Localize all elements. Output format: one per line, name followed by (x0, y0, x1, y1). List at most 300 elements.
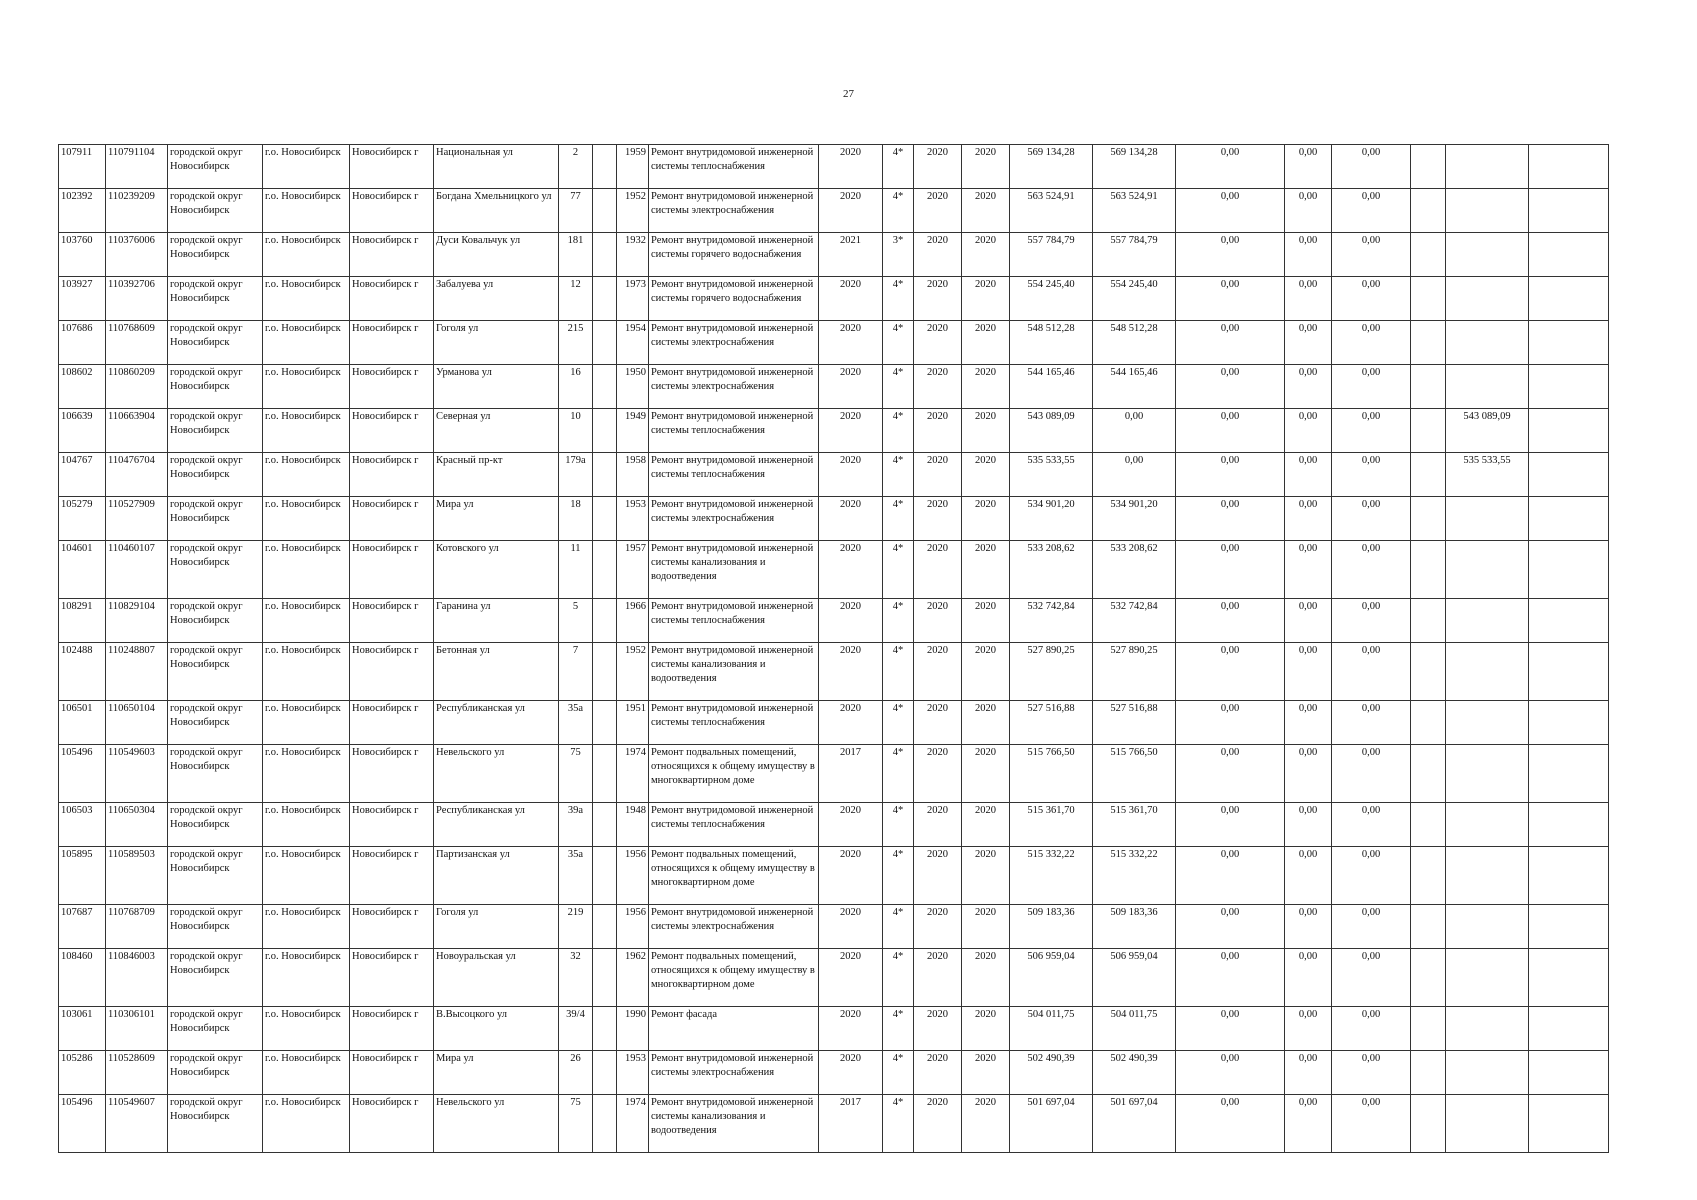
cell-priority: 3* (883, 233, 914, 277)
cell-other-funds (1446, 365, 1529, 409)
cell-notes (1529, 905, 1609, 949)
cell-federal-funds: 0,00 (1176, 643, 1285, 701)
table-row (59, 365, 1609, 409)
cell-municipality: городской округ Новосибирск (168, 497, 263, 541)
page-number: 27 (843, 88, 854, 100)
cell-work-type: Ремонт внутридомовой инженерной системы теплоснабжения (649, 145, 819, 189)
cell-owner-funds (1411, 1007, 1446, 1051)
cell-municipality: городской округ Новосибирск (168, 1051, 263, 1095)
cell-total-cost: 515 766,50 (1010, 745, 1093, 803)
table-row (59, 599, 1609, 643)
cell-municipal-district: г.о. Новосибирск (263, 453, 350, 497)
cell-start-year: 2020 (914, 847, 962, 905)
cell-owner-funds (1411, 905, 1446, 949)
cell-total-cost: 563 524,91 (1010, 189, 1093, 233)
cell-total-cost: 515 361,70 (1010, 803, 1093, 847)
cell-end-year: 2020 (962, 599, 1010, 643)
cell-street: Урманова ул (434, 365, 559, 409)
cell-end-year: 2020 (962, 803, 1010, 847)
cell-municipality: городской округ Новосибирск (168, 233, 263, 277)
cell-notes (1529, 365, 1609, 409)
cell-owner-funds (1411, 277, 1446, 321)
table-row (59, 453, 1609, 497)
cell-owner-funds (1411, 409, 1446, 453)
cell-owner-funds (1411, 949, 1446, 1007)
cell-municipal-district: г.о. Новосибирск (263, 1007, 350, 1051)
table-row (59, 643, 1609, 701)
cell-house-number: 16 (559, 365, 593, 409)
cell-building (593, 321, 617, 365)
cell-record-id: 105496 (59, 745, 106, 803)
cell-notes (1529, 1051, 1609, 1095)
cell-federal-funds: 0,00 (1176, 497, 1285, 541)
cell-regional-fund: 548 512,28 (1093, 321, 1176, 365)
cell-other-funds (1446, 145, 1529, 189)
cell-planned-year: 2020 (819, 701, 883, 745)
cell-planned-year: 2020 (819, 643, 883, 701)
cell-building (593, 949, 617, 1007)
cell-total-cost: 502 490,39 (1010, 1051, 1093, 1095)
cell-local-budget: 0,00 (1332, 277, 1411, 321)
cell-construction-year: 1962 (617, 949, 649, 1007)
cell-building (593, 189, 617, 233)
cell-regional-fund: 554 245,40 (1093, 277, 1176, 321)
cell-federal-funds: 0,00 (1176, 599, 1285, 643)
cell-construction-year: 1952 (617, 189, 649, 233)
cell-house-code: 110650304 (106, 803, 168, 847)
cell-street: Партизанская ул (434, 847, 559, 905)
cell-record-id: 105279 (59, 497, 106, 541)
table-row (59, 145, 1609, 189)
cell-regional-budget: 0,00 (1285, 745, 1332, 803)
cell-planned-year: 2020 (819, 365, 883, 409)
cell-house-number: 11 (559, 541, 593, 599)
cell-priority: 4* (883, 643, 914, 701)
cell-regional-fund: 515 332,22 (1093, 847, 1176, 905)
cell-owner-funds (1411, 365, 1446, 409)
cell-record-id: 103927 (59, 277, 106, 321)
cell-building (593, 497, 617, 541)
cell-notes (1529, 497, 1609, 541)
cell-regional-budget: 0,00 (1285, 701, 1332, 745)
cell-construction-year: 1956 (617, 847, 649, 905)
cell-priority: 4* (883, 847, 914, 905)
cell-house-number: 39а (559, 803, 593, 847)
cell-federal-funds: 0,00 (1176, 277, 1285, 321)
cell-total-cost: 501 697,04 (1010, 1095, 1093, 1153)
cell-federal-funds: 0,00 (1176, 1007, 1285, 1051)
cell-building (593, 745, 617, 803)
cell-municipal-district: г.о. Новосибирск (263, 233, 350, 277)
cell-federal-funds: 0,00 (1176, 1051, 1285, 1095)
cell-planned-year: 2020 (819, 1051, 883, 1095)
cell-start-year: 2020 (914, 277, 962, 321)
cell-house-number: 179а (559, 453, 593, 497)
cell-other-funds (1446, 541, 1529, 599)
cell-regional-fund: 533 208,62 (1093, 541, 1176, 599)
cell-local-budget: 0,00 (1332, 949, 1411, 1007)
cell-settlement: Новосибирск г (350, 599, 434, 643)
cell-construction-year: 1932 (617, 233, 649, 277)
cell-construction-year: 1990 (617, 1007, 649, 1051)
cell-start-year: 2020 (914, 599, 962, 643)
cell-other-funds (1446, 1095, 1529, 1153)
cell-owner-funds (1411, 497, 1446, 541)
cell-start-year: 2020 (914, 541, 962, 599)
cell-other-funds (1446, 497, 1529, 541)
cell-priority: 4* (883, 145, 914, 189)
cell-notes (1529, 803, 1609, 847)
cell-priority: 4* (883, 803, 914, 847)
table-row (59, 497, 1609, 541)
cell-record-id: 106503 (59, 803, 106, 847)
cell-municipal-district: г.о. Новосибирск (263, 321, 350, 365)
cell-planned-year: 2020 (819, 277, 883, 321)
cell-municipality: городской округ Новосибирск (168, 701, 263, 745)
cell-record-id: 107686 (59, 321, 106, 365)
cell-work-type: Ремонт внутридомовой инженерной системы электроснабжения (649, 905, 819, 949)
cell-local-budget: 0,00 (1332, 189, 1411, 233)
cell-regional-budget: 0,00 (1285, 497, 1332, 541)
cell-start-year: 2020 (914, 409, 962, 453)
cell-work-type: Ремонт внутридомовой инженерной системы электроснабжения (649, 189, 819, 233)
table-row (59, 949, 1609, 1007)
cell-federal-funds: 0,00 (1176, 145, 1285, 189)
cell-house-code: 110306101 (106, 1007, 168, 1051)
cell-federal-funds: 0,00 (1176, 453, 1285, 497)
cell-municipal-district: г.о. Новосибирск (263, 1051, 350, 1095)
cell-other-funds: 543 089,09 (1446, 409, 1529, 453)
cell-municipal-district: г.о. Новосибирск (263, 497, 350, 541)
cell-municipality: городской округ Новосибирск (168, 365, 263, 409)
cell-settlement: Новосибирск г (350, 541, 434, 599)
cell-priority: 4* (883, 1095, 914, 1153)
cell-priority: 4* (883, 599, 914, 643)
cell-municipality: городской округ Новосибирск (168, 1007, 263, 1051)
cell-work-type: Ремонт внутридомовой инженерной системы теплоснабжения (649, 803, 819, 847)
table-row (59, 321, 1609, 365)
cell-federal-funds: 0,00 (1176, 409, 1285, 453)
cell-federal-funds: 0,00 (1176, 949, 1285, 1007)
cell-regional-budget: 0,00 (1285, 277, 1332, 321)
cell-owner-funds (1411, 599, 1446, 643)
cell-construction-year: 1952 (617, 643, 649, 701)
cell-planned-year: 2020 (819, 949, 883, 1007)
cell-other-funds (1446, 949, 1529, 1007)
cell-start-year: 2020 (914, 1007, 962, 1051)
cell-total-cost: 532 742,84 (1010, 599, 1093, 643)
table-row (59, 409, 1609, 453)
cell-house-number: 181 (559, 233, 593, 277)
cell-owner-funds (1411, 321, 1446, 365)
cell-end-year: 2020 (962, 701, 1010, 745)
cell-local-budget: 0,00 (1332, 701, 1411, 745)
cell-settlement: Новосибирск г (350, 277, 434, 321)
cell-local-budget: 0,00 (1332, 409, 1411, 453)
cell-other-funds (1446, 599, 1529, 643)
cell-settlement: Новосибирск г (350, 1007, 434, 1051)
cell-municipality: городской округ Новосибирск (168, 847, 263, 905)
cell-building (593, 541, 617, 599)
cell-notes (1529, 1095, 1609, 1153)
cell-priority: 4* (883, 277, 914, 321)
cell-municipality: городской округ Новосибирск (168, 803, 263, 847)
cell-priority: 4* (883, 949, 914, 1007)
cell-house-number: 18 (559, 497, 593, 541)
cell-owner-funds (1411, 189, 1446, 233)
cell-settlement: Новосибирск г (350, 497, 434, 541)
cell-end-year: 2020 (962, 409, 1010, 453)
cell-owner-funds (1411, 803, 1446, 847)
cell-municipal-district: г.о. Новосибирск (263, 701, 350, 745)
cell-other-funds (1446, 1007, 1529, 1051)
cell-planned-year: 2020 (819, 1007, 883, 1051)
cell-construction-year: 1950 (617, 365, 649, 409)
cell-end-year: 2020 (962, 905, 1010, 949)
cell-construction-year: 1959 (617, 145, 649, 189)
cell-local-budget: 0,00 (1332, 643, 1411, 701)
cell-planned-year: 2020 (819, 905, 883, 949)
cell-start-year: 2020 (914, 643, 962, 701)
cell-house-code: 110860209 (106, 365, 168, 409)
cell-municipal-district: г.о. Новосибирск (263, 541, 350, 599)
cell-regional-budget: 0,00 (1285, 949, 1332, 1007)
cell-regional-budget: 0,00 (1285, 453, 1332, 497)
cell-end-year: 2020 (962, 1095, 1010, 1153)
cell-end-year: 2020 (962, 497, 1010, 541)
cell-owner-funds (1411, 847, 1446, 905)
cell-record-id: 103760 (59, 233, 106, 277)
cell-end-year: 2020 (962, 189, 1010, 233)
cell-municipality: городской округ Новосибирск (168, 905, 263, 949)
cell-house-number: 7 (559, 643, 593, 701)
table-row (59, 1051, 1609, 1095)
cell-priority: 4* (883, 497, 914, 541)
cell-settlement: Новосибирск г (350, 905, 434, 949)
cell-house-code: 110663904 (106, 409, 168, 453)
cell-total-cost: 504 011,75 (1010, 1007, 1093, 1051)
cell-federal-funds: 0,00 (1176, 365, 1285, 409)
cell-start-year: 2020 (914, 321, 962, 365)
cell-municipal-district: г.о. Новосибирск (263, 365, 350, 409)
cell-house-code: 110829104 (106, 599, 168, 643)
cell-work-type: Ремонт внутридомовой инженерной системы теплоснабжения (649, 701, 819, 745)
cell-owner-funds (1411, 145, 1446, 189)
cell-end-year: 2020 (962, 643, 1010, 701)
cell-building (593, 905, 617, 949)
cell-building (593, 599, 617, 643)
cell-federal-funds: 0,00 (1176, 1095, 1285, 1153)
cell-total-cost: 557 784,79 (1010, 233, 1093, 277)
cell-local-budget: 0,00 (1332, 1095, 1411, 1153)
cell-total-cost: 544 165,46 (1010, 365, 1093, 409)
cell-house-code: 110791104 (106, 145, 168, 189)
cell-construction-year: 1956 (617, 905, 649, 949)
cell-end-year: 2020 (962, 1051, 1010, 1095)
cell-house-code: 110239209 (106, 189, 168, 233)
cell-construction-year: 1974 (617, 1095, 649, 1153)
cell-house-code: 110460107 (106, 541, 168, 599)
cell-work-type: Ремонт внутридомовой инженерной системы электроснабжения (649, 497, 819, 541)
cell-record-id: 102488 (59, 643, 106, 701)
cell-priority: 4* (883, 745, 914, 803)
cell-work-type: Ремонт внутридомовой инженерной системы электроснабжения (649, 321, 819, 365)
cell-municipality: городской округ Новосибирск (168, 189, 263, 233)
cell-local-budget: 0,00 (1332, 847, 1411, 905)
cell-work-type: Ремонт внутридомовой инженерной системы горячего водоснабжения (649, 233, 819, 277)
cell-house-code: 110768709 (106, 905, 168, 949)
cell-street: Мира ул (434, 497, 559, 541)
cell-street: Красный пр-кт (434, 453, 559, 497)
cell-house-number: 39/4 (559, 1007, 593, 1051)
cell-other-funds (1446, 321, 1529, 365)
cell-settlement: Новосибирск г (350, 701, 434, 745)
cell-priority: 4* (883, 1051, 914, 1095)
cell-house-code: 110476704 (106, 453, 168, 497)
cell-regional-fund: 506 959,04 (1093, 949, 1176, 1007)
cell-local-budget: 0,00 (1332, 453, 1411, 497)
table-row (59, 189, 1609, 233)
cell-street: Невельского ул (434, 1095, 559, 1153)
cell-house-code: 110650104 (106, 701, 168, 745)
cell-house-number: 2 (559, 145, 593, 189)
cell-start-year: 2020 (914, 145, 962, 189)
cell-planned-year: 2020 (819, 847, 883, 905)
cell-start-year: 2020 (914, 949, 962, 1007)
cell-local-budget: 0,00 (1332, 1051, 1411, 1095)
cell-owner-funds (1411, 541, 1446, 599)
cell-building (593, 409, 617, 453)
cell-notes (1529, 233, 1609, 277)
cell-building (593, 1051, 617, 1095)
cell-work-type: Ремонт внутридомовой инженерной системы канализования и водоотведения (649, 643, 819, 701)
cell-regional-fund: 501 697,04 (1093, 1095, 1176, 1153)
cell-house-code: 110768609 (106, 321, 168, 365)
cell-settlement: Новосибирск г (350, 233, 434, 277)
cell-construction-year: 1957 (617, 541, 649, 599)
cell-federal-funds: 0,00 (1176, 847, 1285, 905)
cell-local-budget: 0,00 (1332, 497, 1411, 541)
cell-regional-fund: 0,00 (1093, 409, 1176, 453)
cell-settlement: Новосибирск г (350, 453, 434, 497)
cell-regional-budget: 0,00 (1285, 599, 1332, 643)
cell-regional-budget: 0,00 (1285, 1007, 1332, 1051)
cell-planned-year: 2020 (819, 599, 883, 643)
cell-notes (1529, 453, 1609, 497)
table-row (59, 541, 1609, 599)
cell-start-year: 2020 (914, 1051, 962, 1095)
table-row (59, 1095, 1609, 1153)
cell-start-year: 2020 (914, 1095, 962, 1153)
cell-street: Новоуральская ул (434, 949, 559, 1007)
cell-construction-year: 1974 (617, 745, 649, 803)
cell-end-year: 2020 (962, 277, 1010, 321)
cell-work-type: Ремонт внутридомовой инженерной системы теплоснабжения (649, 409, 819, 453)
table-row (59, 1007, 1609, 1051)
cell-municipal-district: г.о. Новосибирск (263, 643, 350, 701)
cell-start-year: 2020 (914, 803, 962, 847)
cell-total-cost: 548 512,28 (1010, 321, 1093, 365)
cell-federal-funds: 0,00 (1176, 803, 1285, 847)
cell-street: Гоголя ул (434, 905, 559, 949)
cell-settlement: Новосибирск г (350, 847, 434, 905)
cell-other-funds (1446, 233, 1529, 277)
cell-street: Забалуева ул (434, 277, 559, 321)
cell-total-cost: 515 332,22 (1010, 847, 1093, 905)
cell-priority: 4* (883, 453, 914, 497)
cell-total-cost: 509 183,36 (1010, 905, 1093, 949)
cell-municipal-district: г.о. Новосибирск (263, 949, 350, 1007)
cell-total-cost: 506 959,04 (1010, 949, 1093, 1007)
cell-record-id: 105286 (59, 1051, 106, 1095)
cell-notes (1529, 949, 1609, 1007)
cell-work-type: Ремонт внутридомовой инженерной системы горячего водоснабжения (649, 277, 819, 321)
cell-regional-fund: 532 742,84 (1093, 599, 1176, 643)
cell-notes (1529, 189, 1609, 233)
cell-building (593, 847, 617, 905)
cell-record-id: 105496 (59, 1095, 106, 1153)
cell-other-funds (1446, 905, 1529, 949)
table-row (59, 803, 1609, 847)
cell-house-number: 10 (559, 409, 593, 453)
cell-street: Республиканская ул (434, 803, 559, 847)
cell-record-id: 103061 (59, 1007, 106, 1051)
cell-local-budget: 0,00 (1332, 145, 1411, 189)
cell-regional-budget: 0,00 (1285, 145, 1332, 189)
cell-local-budget: 0,00 (1332, 321, 1411, 365)
cell-house-code: 110376006 (106, 233, 168, 277)
cell-street: Котовского ул (434, 541, 559, 599)
cell-planned-year: 2021 (819, 233, 883, 277)
cell-street: Дуси Ковальчук ул (434, 233, 559, 277)
table-row (59, 701, 1609, 745)
cell-priority: 4* (883, 321, 914, 365)
cell-house-number: 35а (559, 847, 593, 905)
cell-street: Северная ул (434, 409, 559, 453)
cell-notes (1529, 1007, 1609, 1051)
cell-regional-fund: 534 901,20 (1093, 497, 1176, 541)
cell-street: Невельского ул (434, 745, 559, 803)
cell-priority: 4* (883, 1007, 914, 1051)
cell-other-funds: 535 533,55 (1446, 453, 1529, 497)
cell-work-type: Ремонт фасада (649, 1007, 819, 1051)
cell-house-code: 110549603 (106, 745, 168, 803)
cell-house-number: 75 (559, 1095, 593, 1153)
cell-notes (1529, 541, 1609, 599)
cell-street: Бетонная ул (434, 643, 559, 701)
cell-priority: 4* (883, 365, 914, 409)
table-row (59, 847, 1609, 905)
cell-regional-fund: 544 165,46 (1093, 365, 1176, 409)
cell-house-number: 77 (559, 189, 593, 233)
cell-record-id: 104767 (59, 453, 106, 497)
cell-building (593, 803, 617, 847)
register-body (59, 145, 1609, 1153)
cell-regional-fund: 515 766,50 (1093, 745, 1176, 803)
cell-building (593, 701, 617, 745)
cell-record-id: 108602 (59, 365, 106, 409)
table-row (59, 277, 1609, 321)
cell-municipality: городской округ Новосибирск (168, 643, 263, 701)
cell-settlement: Новосибирск г (350, 409, 434, 453)
cell-notes (1529, 409, 1609, 453)
cell-building (593, 1007, 617, 1051)
cell-notes (1529, 599, 1609, 643)
cell-building (593, 453, 617, 497)
cell-settlement: Новосибирск г (350, 745, 434, 803)
cell-construction-year: 1958 (617, 453, 649, 497)
cell-municipality: городской округ Новосибирск (168, 409, 263, 453)
